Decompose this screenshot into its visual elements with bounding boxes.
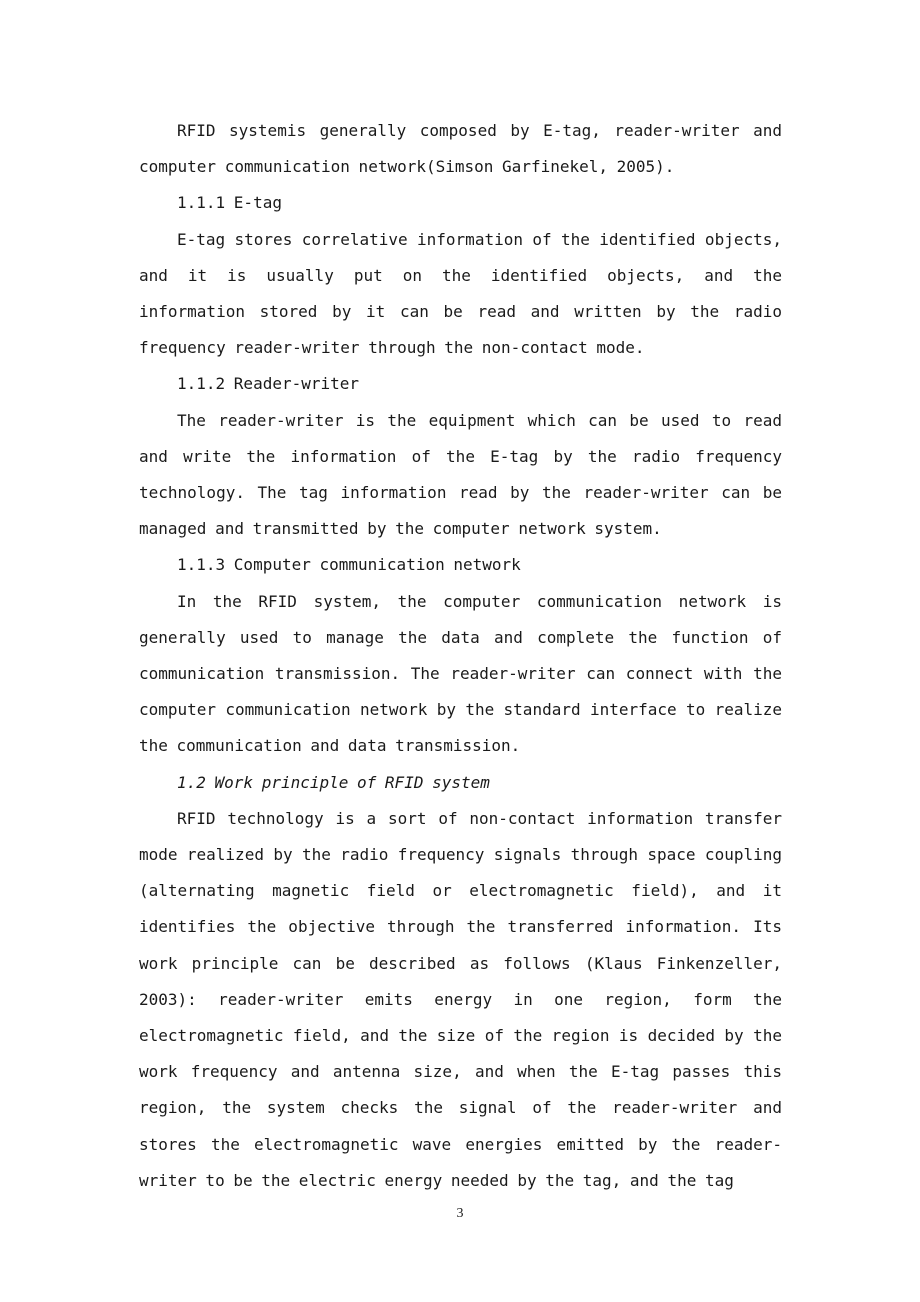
paragraph-e-tag: E-tag stores correlative information of the identified objects, and it is usually put on the identified objects, and the information stored by it can be read and written by the radio frequency reader-writer through the non-contact mode.	[139, 229, 782, 358]
paragraph-rfid-composition: RFID systemis generally composed by E-tag, reader-writer and computer communication network(Simson Garfinekel, 2005).	[139, 121, 782, 177]
document-page	[139, 113, 782, 1199]
paragraph-work-principle: RFID technology is a sort of non-contact information transfer mode realized by the radio frequency signals through space coupling (alternating magnetic field or electromagnetic field), and it identifies the objective through the transferred information. Its work principle can be described as follows (Klaus Finkenzeller, 2003): reader-writer emits energy in one region, form the electromagnetic field, and the size of the region is decided by the work frequency and antenna size, and when the E-tag passes this region, the system checks the signal of the reader-writer and stores the electromagnetic wave energies emitted by the reader-writer to be the electric energy needed by the tag, and the tag	[139, 808, 782, 1190]
heading-computer-network: 1.1.3 Computer communication network	[177, 555, 521, 575]
heading-work-principle: 1.2 Work principle of RFID system	[177, 772, 490, 792]
heading-e-tag: 1.1.1 E-tag	[177, 193, 282, 213]
paragraph-computer-network: In the RFID system, the computer communication network is generally used to manage the data and complete the function of communication transmission. The reader-writer can connect with the computer communication network by the standard interface to realize the communication and data transmission.	[139, 591, 782, 756]
paragraph-reader-writer: The reader-writer is the equipment which can be used to read and write the information of the E-tag by the radio frequency technology. The tag information read by the reader-writer can be managed and transmitted by the computer network system.	[139, 410, 782, 539]
heading-reader-writer: 1.1.2 Reader-writer	[177, 374, 360, 394]
page-number: 3	[456, 1206, 464, 1221]
